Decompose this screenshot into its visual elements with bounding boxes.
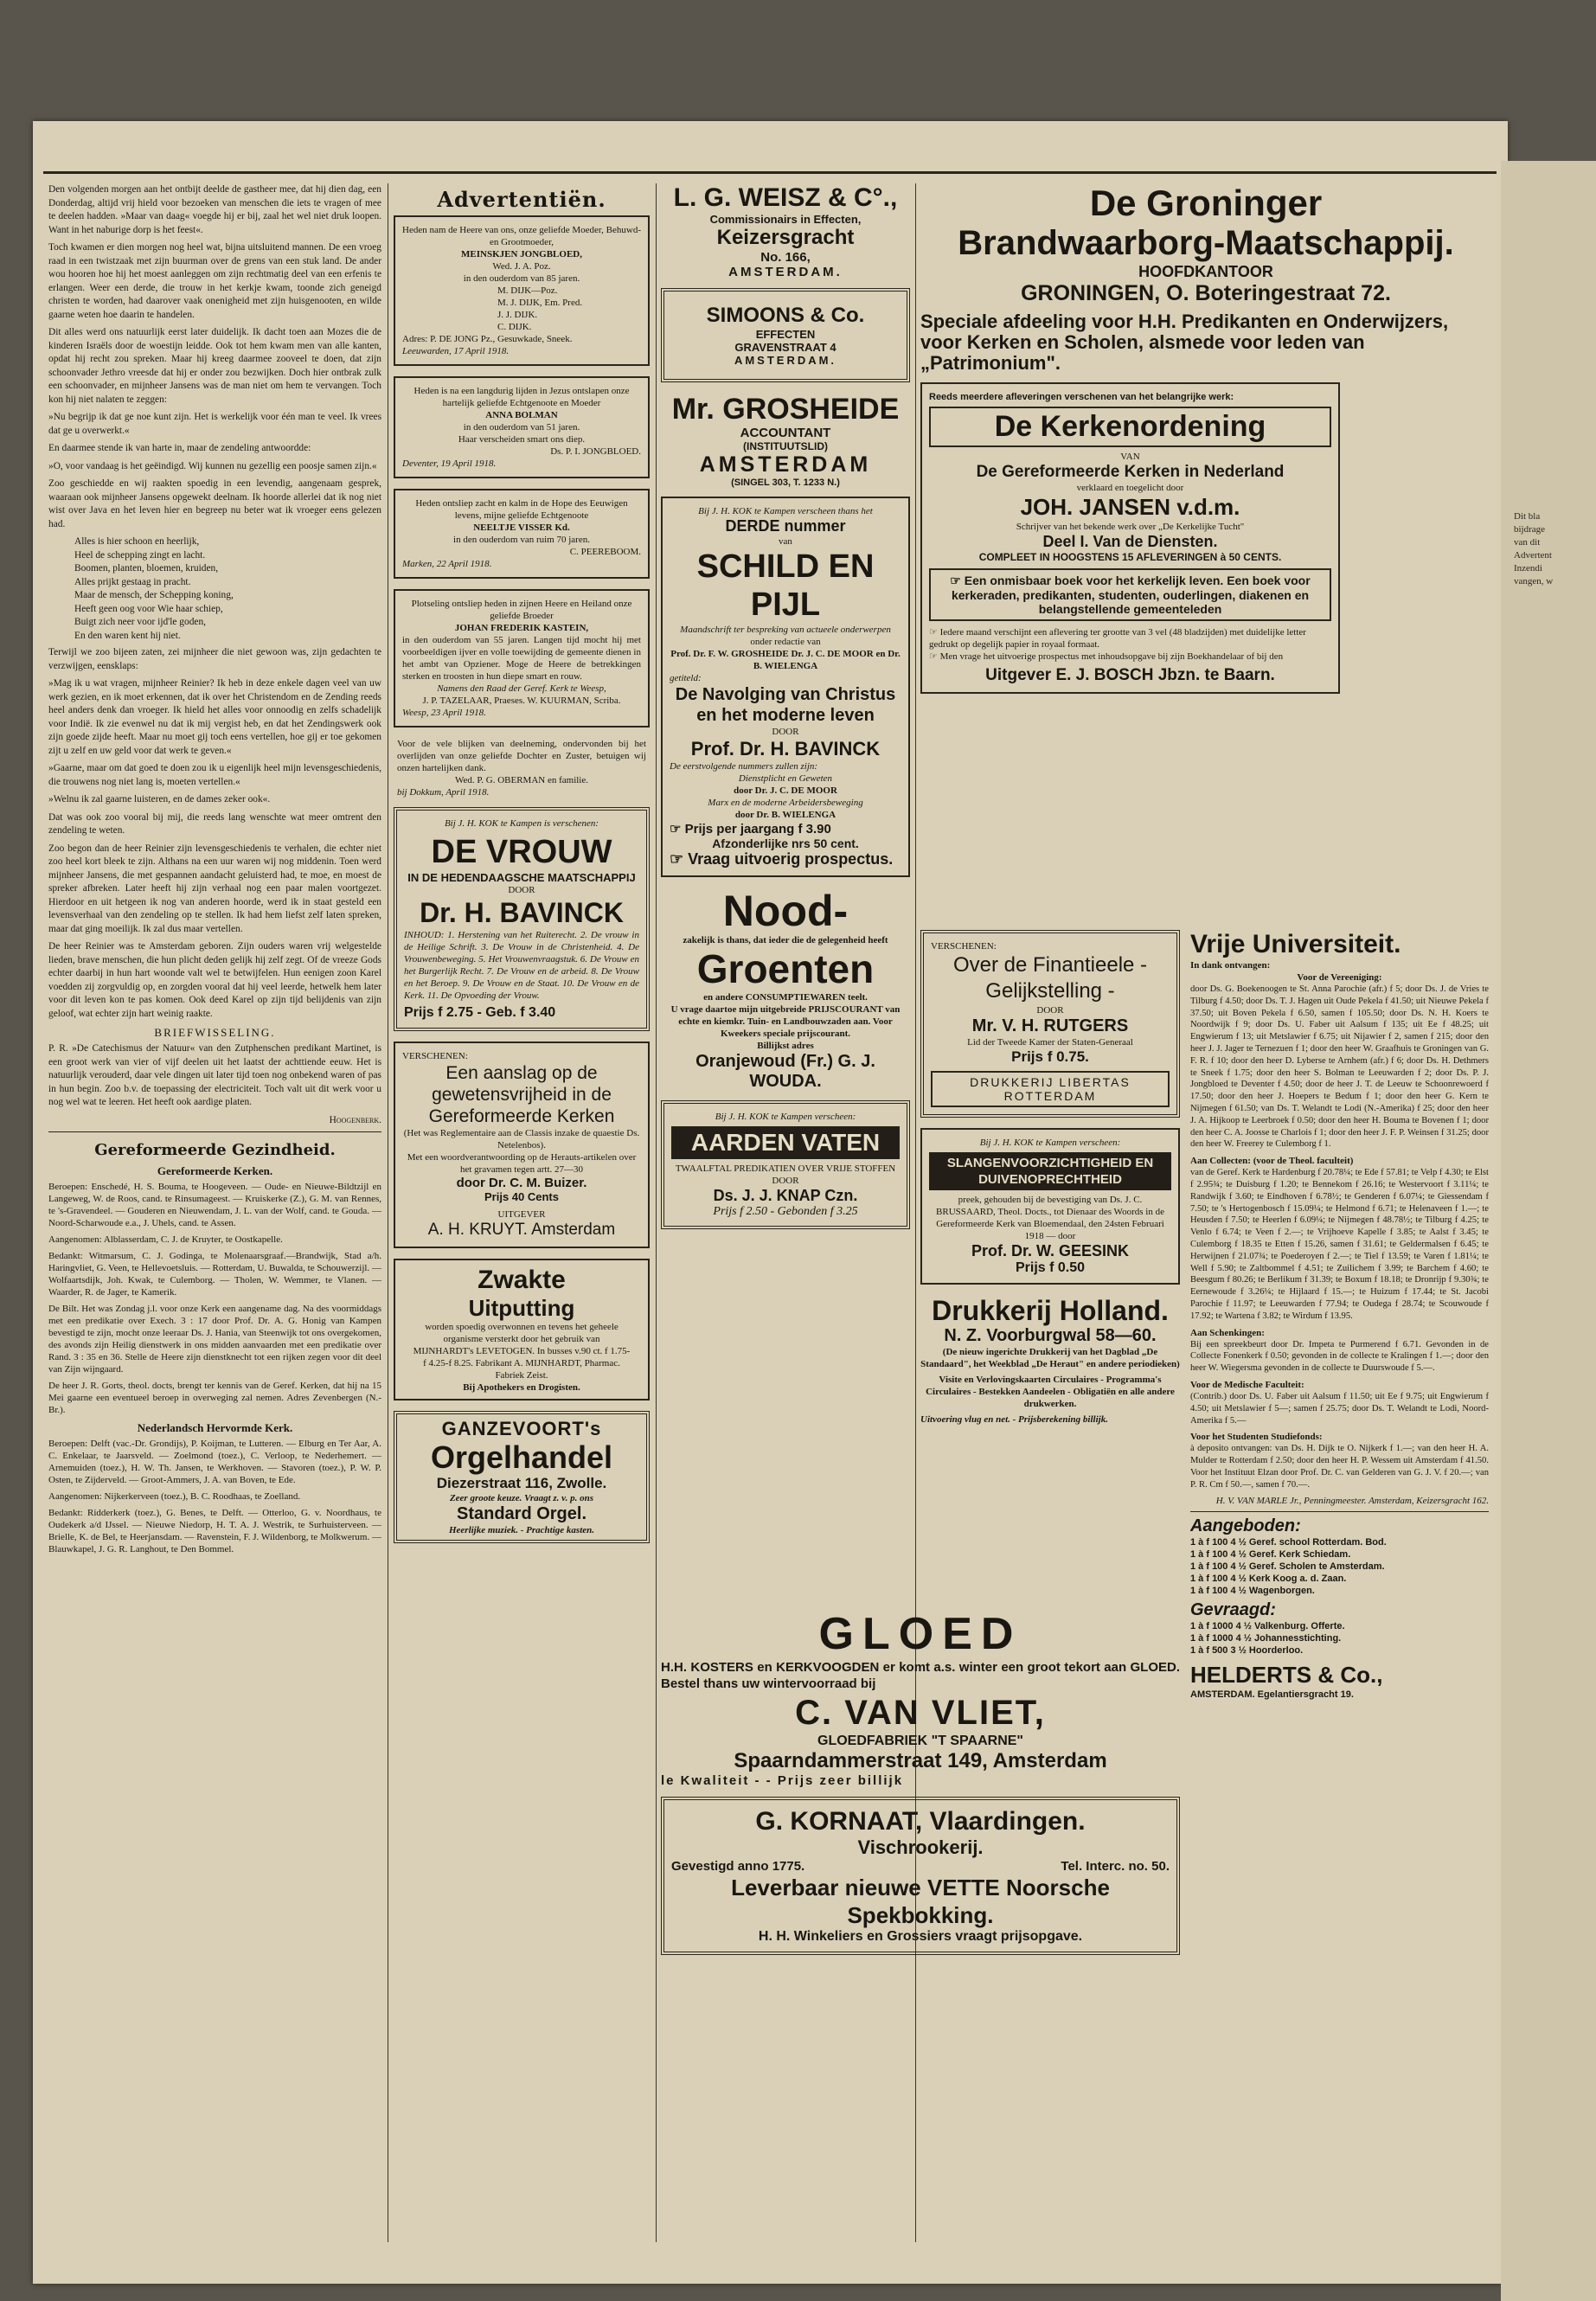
notice-signature: M. J. DIJK, Em. Pred. (497, 298, 583, 308)
vu-study-fund: à deposito ontvangen: van Ds. H. Dijk te O. Nijkerk f 1.—; van den heer H. A. Mulder te Rotterdam f 2.50; door den heer H. P. Wessem uit Amsterdam f 41.50. Voor het Instituut Elzan door Prof. Dr. C. van Gelderen van G. J. V. f 20.—; van P. R. Cm f 50.—, samen f 70.—. (1190, 1444, 1489, 1490)
ads-column-4a (920, 930, 1180, 1596)
zwakte-ad (394, 1259, 650, 1400)
notice-text: Heden is na een langdurig lijden in Jezus ontslapen onze hartelijk geliefde Echtgenoote en Moeder (413, 386, 630, 408)
vu-title: Vrije Universiteit. (1190, 930, 1401, 958)
notice-date: Marken, 22 April 1918. (402, 559, 492, 569)
bond-wanted: 1 à f 1000 4 ½ Johannesstichting. (1190, 1633, 1342, 1644)
subsection-heading: Gereformeerde Kerken. (157, 1164, 273, 1177)
ad-text: GLOEDFABRIEK "T SPAARNE" (817, 1734, 1023, 1748)
fragment-line: vangen, w (1514, 576, 1554, 586)
ad-address: Diezerstraat 116, Zwolle. (436, 1475, 607, 1491)
book-title: Over de Finantieele - Gelijkstelling - (952, 953, 1148, 1003)
book-author: Prof. Dr. W. GEESINK (971, 1242, 1130, 1259)
ad-text: Schrijver van het bekende werk over „De Kerkelijke Tucht" (1016, 522, 1245, 532)
ad-text: De eerstvolgende nummers zullen zijn: (670, 761, 818, 772)
ad-headline: Zwakte (478, 1266, 566, 1294)
book-by: DOOR (1036, 1005, 1064, 1016)
bond-wanted: 1 à f 1000 4 ½ Valkenburg. Offerte. (1190, 1621, 1345, 1632)
article-paragraph: »Welnu ik zal gaarne luisteren, en de dames zeker ook«. (48, 794, 271, 804)
book-author: Dr. H. BAVINCK (420, 897, 624, 928)
poem (48, 535, 381, 643)
poem-line: Maar de mensch, der Schepping koning, (74, 590, 234, 600)
ad-text: Standard Orgel. (456, 1504, 587, 1523)
bottom-ads (661, 1609, 1180, 2128)
subsection-heading: Nederlandsch Hervormde Kerk. (137, 1421, 293, 1434)
ad-headline: Leverbaar nieuwe VETTE Noorsche Spekbokking. (731, 1875, 1110, 1928)
book-by: DOOR (508, 885, 535, 895)
ad-text: EFFECTEN (755, 328, 816, 341)
ad-text: Bij Apothekers en Drogisten. (463, 1382, 580, 1393)
bond-offer: 1 à f 100 4 ½ Geref. school Rotterdam. Bod. (1190, 1537, 1387, 1548)
article-paragraph: »Mag ik u wat vragen, mijnheer Reinier? Ik heb in deze enkele dagen veel van uw werk gezien, en ik moet erkennen, dat ik over het Christendom en de Zending reeds heel anders denk dan vroeger. Ik hield het alles voor onnoodig en zelfs schadelijk voor Indië. Ik zie evenwel nu dat ik mij vergist heb, en dat het Zendingswerk ook zijn goede zijde heeft. Maar nu moet gij toch eens vertellen, hoe gij er toe gekomen zijt u zelf en uw geld voor dat werk te geven.« (48, 678, 381, 756)
book-title: AARDEN VATEN (671, 1126, 900, 1159)
notice-text: in den ouderdom van 55 jaren. Langen tijd mocht hij met voorbeeldigen ijver en volle toewijding de gemeente dienen in het ambt van Opziener. Moge de Heere de betrekkingen sterken en troosten in hun diepe smart en rouw. (402, 635, 641, 682)
prospectus-line: ☞ Vraag uitvoerig prospectus. (670, 850, 894, 868)
church-news: Aangenomen: Nijkerkerveen (toez.), B. C. Roodhaas, te Zoelland. (48, 1491, 301, 1502)
ad-headline: Orgelhandel (430, 1439, 613, 1475)
book-price: Prijs f 2.75 - Geb. f 3.40 (404, 1005, 556, 1020)
church-news: Beroepen: Enschedé, H. S. Bouma, te Hoogeveen. — Oude- en Nieuwe-Bildtzijl en Langeweg, W. de Roos, cand. te Rinsumageest. — Kruiskerke (Z.), G. M. van Rennes, te 's-Gravendeel. — Gouderen en Nieuwendam, J. L. van der Wolf, cand. te Gouda. — Noord-Scharwoude e.a., J. Uhels, cand. te Assen. (48, 1182, 381, 1228)
death-notice (394, 376, 650, 478)
vu-gifts: Bij een spreekbeurt door Dr. Impeta te Purmerend f 6.71. Gevonden in de Collecte Fonenkerk f 0.50; gevonden in de collecte te Kralingen f 1.—; door den heer W. Wiegersma gevonden in de collecte te Duurswoude f 5.—. (1190, 1339, 1489, 1374)
column-divider (656, 183, 657, 2242)
book-title: De Kerkenordening (929, 407, 1331, 447)
vu-heading: In dank ontvangen: (1190, 960, 1271, 971)
schild-en-pijl-ad (661, 497, 910, 877)
publisher-line: Bij J. H. KOK te Kampen is verschenen: (444, 818, 599, 829)
article-title: De Navolging van Christus en het moderne leven (675, 685, 896, 725)
notice-address: Adres: P. DE JONG Pz., Gesuwkade, Sneek. (402, 334, 573, 344)
book-contents: INHOUD: 1. Herstening van het Ruiterecht. 2. De vrouw in de Heilige Schrift. 3. De Vrouw in de Christenheid. 4. De Vrouwenbeweging. 5. Het Vrouwenvraagstuk. 6. De Vrouw en het Burgerlijk Recht. 7. De Vrouw en de arbeid. 8. De Vrouw en het Beroep. 9. De Vrouw en de Staat. 10. De Vrouw en de Kerk. 11. De Opvoeding der Vrouw. (404, 930, 639, 1001)
top-rule (43, 171, 1497, 174)
book-ad-aanslag (394, 1042, 650, 1248)
ad-address: Keizersgracht (716, 226, 855, 249)
ad-address: Spaarndammerstraat 149, Amsterdam (734, 1749, 1107, 1772)
ad-text: verklaard en toegelicht door (1076, 483, 1184, 493)
ad-text: Commissionairs in Effecten, (709, 213, 862, 226)
book-author: Ds. J. J. KNAP Czn. (713, 1187, 858, 1204)
ad-headline: Drukkerij Holland. (932, 1295, 1169, 1326)
publisher-line: Bij J. H. KOK te Kampen verscheen: (979, 1138, 1121, 1148)
notice-name: MEINSKJEN JONGBLOED, (461, 249, 582, 260)
next-page-edge (1501, 161, 1596, 2301)
divider (1190, 1511, 1489, 1512)
book-subtitle: De Gereformeerde Kerken in Nederland (976, 463, 1285, 481)
section-heading: BRIEFWISSELING. (154, 1026, 276, 1039)
advertisements-title: Advertentiën. (437, 187, 606, 212)
ads-column-3 (661, 183, 910, 1498)
publisher-line: Bij J. H. KOK te Kampen verscheen: (715, 1112, 856, 1122)
ad-text: door Dr. B. WIELENGA (734, 810, 836, 820)
notice-text: Haar verscheiden smart ons diep. (458, 434, 586, 445)
ad-text: H.H. KOSTERS en KERKVOOGDEN er komt a.s. winter een groot tekort aan GLOED. Bestel thans uw wintervoorraad bij (661, 1660, 1180, 1691)
publisher-line: Bij J. H. KOK te Kampen verscheen thans het (698, 506, 873, 516)
poem-line: Alles prijkt gestaag in pracht. (74, 576, 191, 587)
publisher-name: Uitgever E. J. BOSCH Jbzn. te Baarn. (985, 666, 1275, 684)
ad-text: Deel I. Van de Diensten. (1042, 533, 1218, 550)
ad-label: VERSCHENEN: (402, 1051, 468, 1061)
ad-text: ACCOUNTANT (740, 426, 831, 440)
ad-highlight-box: ☞ Een onmisbaar boek voor het kerkelijk leven. Een boek voor kerkeraden, predikanten, studenten, ouderlingen, diakenen en belangstellende gemeenteleden (929, 568, 1331, 621)
book-author: door Dr. C. M. Buizer. (456, 1176, 587, 1190)
ad-text: H. H. Winkeliers en Grossiers vraagt prijsopgave. (758, 1929, 1083, 1944)
poem-line: Buigt zich neer voor ijd'le goden, (74, 617, 206, 627)
article-paragraph: Zoo geschiedde en wij raakten spoedig in een levendig, aangenaam gesprek, waaraan ook mijnheer Jansens opgewekt deelnam. Ik hoorde allerlei dat ik nog niet wist over Java en het leven hier en begreep nu beter wat ik vroeger eens gelezen had. (48, 478, 381, 529)
death-notice (394, 589, 650, 727)
notice-signature: M. DIJK—Poz. (497, 285, 558, 296)
church-news: De Bilt. Het was Zondag j.l. voor onze Kerk een aangename dag. Na des voormiddags met een predikatie over Exech. 3 : 17 door Prof. Dr. A. G. Honig van Kampen bevestigd te zijn, mocht onze leeraar Ds. J. Hania, van Steenwijk tot ons overgekomen, des avonds zijn Heilig dienstwerk in ons midden aanvaarden met een predikatie over Rand. 3 : 35 en 36. Stelle de Heere zijn dienstknecht tot een rijken zegen voor dit deel van Zijn wijngaard. (48, 1304, 381, 1375)
ad-text: Zeer groote keuze. Vraagt z. v. p. ons (449, 1493, 594, 1503)
ad-text: Uitvoering vlug en net. - Prijsberekening billijk. (920, 1414, 1108, 1425)
article-paragraph: »Nu begrijp ik dat ge noe kunt zijn. Het is werkelijk voor één man te veel. Ik vrees dat ge u overwerkt.« (48, 412, 381, 436)
ad-text: ☞ Iedere maand verschijnt een aflevering ter grootte van 3 vel (48 bladzijden) met duidelijke letter gedrukt op degelijk papier in royaal formaat. (929, 627, 1306, 650)
book-ad-de-vrouw (394, 807, 650, 1031)
ad-headline: G. KORNAAT, Vlaardingen. (755, 1807, 1086, 1836)
vu-donations: door Ds. G. Boekenoogen te St. Anna Parochie (afr.) f 5; door Ds. J. de Vries te Tilburg f 4.50; door Ds. T. J. Hagen uit Oude Pekela f 41.50; uit Nieuwe Pekela f 37.50; uit Boven Pekela f 6.50, samen f 105.50; door Ds. N. H. Koers te Noordwijk f 9; door Ds. U. Faber uit Aalsum f 135; uit Ee f 48.25; uit Engwierum f 13; uit Metslawier f 6.75; uit Nijawier f 2, samen f 215; door den heer J. J. Jager te Ternezuen f 1; door den heer W. Graafhuis te Groningen van G. F. R. f 10; door den heer D. Lyberse te Arnhem (afr.) f 6; door Ds. H. Dethmers te Sneek f 1.75; door den heer S. Bolman te Leeuwarden f 2; door Ds. P. J. Jongbloed te Deventer f 4.50; door de heer J. T. de Leeuw te Schoonrewoerd f 17.50; door den heer J. Hoepers te Bedum f 1; door den heer G. Kern te Nijmegen f 61.50; van Ds. T. Welandt te Lodi (N.-Amerika) f 25; door den heer J. A. Hijkoop te Leerbroek f 0.50; door den heer H. Bouma te Bovenen f 1; door den heer C. A. Joosse te Charlois f 1; door den heer J. F. P. Weinsen f 31.25; door den heer W. Freerey te Culemborg f 1. (1190, 984, 1489, 1150)
notice-signature: Namens den Raad der Geref. Kerk te Weesp, (437, 683, 606, 694)
ad-address: (SINGEL 303, T. 1233 N.) (731, 478, 840, 488)
grosheide-ad (661, 393, 910, 488)
ad-text: Speciale afdeeling voor H.H. Predikanten en Onderwijzers, voor Kerken en Scholen, alsmede voor leden van „Patrimonium". (920, 311, 1449, 374)
book-price: Prijs f 0.75. (1011, 1048, 1089, 1065)
ad-text: COMPLEET IN HOOGSTENS 15 AFLEVERINGEN à 50 CENTS. (978, 551, 1282, 563)
notice-date: Deventer, 19 April 1918. (402, 458, 497, 469)
publisher-name: A. H. KRUYT. Amsterdam (427, 1221, 616, 1239)
ad-address: GRONINGEN, O. Boteringestraat 72. (1021, 281, 1391, 305)
simoons-ad (661, 288, 910, 382)
vu-signature: H. V. VAN MARLE Jr., Penningmeester. Amsterdam, Keizersgracht 162. (1215, 1496, 1489, 1507)
ad-address: GRAVENSTRAAT 4 (734, 341, 836, 354)
fragment-line: Inzendi (1514, 563, 1542, 574)
ad-address: N. Z. Voorburgwal 58—60. (944, 1326, 1157, 1345)
ad-text: (De nieuw ingerichte Drukkerij van het Dagblad „De Standaard", het Weekblad „De Heraut" en andere periodieken) (920, 1347, 1180, 1369)
ad-text: door Dr. J. C. DE MOOR (734, 785, 837, 796)
ad-headline: SIMOONS & Co. (706, 304, 865, 327)
slangen-ad (920, 1128, 1180, 1285)
bond-offer: 1 à f 100 4 ½ Geref. Scholen te Amsterdam. (1190, 1561, 1385, 1573)
church-news: Bedankt: Witmarsum, C. J. Godinga, te Molenaarsgraaf.—Brandwijk, Stad a/h. Haringvliet, G. Veen, te Hellevoetsluis. — Rotterdam, U. Buwalda, te Schouwerzijl. — Wolfaartsdijk, Joh. Kwak, te Culemborg. — Tholen, W. Wemmer, te Vlanen. — Waarder, R. de Jager, te Kamerik. (48, 1251, 381, 1298)
notice-text: Plotseling ontsliep heden in zijnen Heere en Heiland onze geliefde Broeder (411, 599, 632, 621)
ad-address: No. 166, (760, 250, 811, 265)
article-paragraph: »O, voor vandaag is het geëindigd. Wij kunnen nu gezellig een poosje samen zijn.« (48, 460, 377, 471)
ad-text: Marx en de moderne Arbeidersbeweging (708, 798, 863, 808)
church-news: Aangenomen: Alblasserdam, C. J. de Kruyter, te Oostkapelle. (48, 1234, 283, 1245)
notice-date: bij Dokkum, April 1918. (397, 787, 490, 798)
ad-headline: Mr. GROSHEIDE (671, 393, 900, 426)
book-note: Met een woordverantwoording op de Herauts-artikelen over het gravamen tegen artt. 27—30 (407, 1152, 637, 1175)
article-paragraph: Toch kwamen er dien morgen nog heel wat, bijna uitsluitend mannen. De een vroeg raad in een twistzaak met zijn buurman over de grens van een stuk land. De ander wou hooren hoe hij het moest aanleggen om zijn rechtmatig deel van een erfenis te erlangen. Weer een derde, die trouw in het kerkje kwam, toonde zich geneigd christen te worden, had daarover vaak onenigheid met zijn huisgenooten, en wilde gaarne weten hoe daarin te handelen. (48, 242, 381, 320)
next-page-fragment (1514, 510, 1592, 588)
publisher-name: DRUKKERIJ LIBERTAS ROTTERDAM (931, 1071, 1170, 1107)
article-paragraph: Dit alles werd ons natuurlijk eerst later duidelijk. Ik dacht toen aan Mozes die de kinderen Israëls door de woestijn leidde. Ook tot hem kwam men van alle kanten, opdat hij recht zou spreken. Maar hij kreeg daarmee zooveel te doen, dat zijn schoonvader Jethro vreesde dat hij er onder zou bezwijken. Doch hier ontbrak zulk een schoonvader, en mijnheer Jansens was de man niet om hem te vervangen. Toch kon hij niet nalaten te zeggen: (48, 327, 381, 405)
aarden-vaten-ad (661, 1100, 910, 1229)
wanted-heading: Gevraagd: (1190, 1600, 1276, 1620)
vu-heading: Voor de Medische Faculteit: (1190, 1379, 1304, 1390)
vu-collections: van de Geref. Kerk te Hardenburg f 20.78¼; te Ede f 57.81; te Velp f 4.30; te Elst f 2.95¾; te Duisburg f 1.20; te Bennekom f 26.16; te Westervoort f 3.11¼; te Randwijk f 3.60; te Eindhoven f 6.78½; te Genderen f 6.07¼; te Giessendam f 7.50; te 's Hertogenbosch f 15.09¼; te Helmond f 6.71; te Helenaveen f 1.—; te Heusden f 7.50; te Heerlen f 6.09¼; te Nijmegen f 48.78½; te Tilburg f 4.25; te Venlo f 6.74; te Veen f 2.—; te Vrijhoeve Kapelle f 3.85; te Aalst f 3.45; te Culemborg f 18.35 te Etten f 15.26, samen f 31.61; te Geldermalsen f 6.45; te Herwijnen f 21.07¾; te Poederoyen f 2.—; te Tiel f 13.59; te Varen f 1.81¼; te Well f 5.90; te Zaltbommel f 4.51; te Zuilichem f 3.99; te Barchem f 4.60; te Beesgum f 80.26; te Berlikum f 31.39; te Boxum f 18.18; te Dronrijp f 9.30¾; te Eernewoude f 3.26¼; te Hijlaard f 15.—; te Huizum f 17.44; te St. Jacobi Parochie f 11.97; te Leeuwarden f 77.94; te Oudega f 28.74; te Scouwoude f 17.92; te Wartena f 3.82; te Wirdum f 13.95. (1190, 1168, 1489, 1321)
ad-text: preek, gehouden bij de bevestiging van Ds. J. C. BRUSSAARD, Theol. Docts., tot Dienaar des Woords in de Gereformeerde Kerk van Bloemendaal, den 24sten Februari 1918 — door (936, 1195, 1164, 1241)
notice-text: in den ouderdom van ruim 70 jaren. (453, 535, 590, 545)
notice-name: ANNA BOLMAN (485, 410, 558, 420)
book-author: JOH. JANSEN v.d.m. (1020, 494, 1240, 520)
ad-headline: De Groninger (1089, 183, 1323, 223)
vu-heading: Aan Collecten: (voor de Theol. faculteit) (1190, 1156, 1354, 1167)
fragment-line: van dit (1514, 537, 1541, 548)
ad-text: Dienstplicht en Geweten (738, 773, 833, 784)
pointing-hand-icon: ☞ (670, 822, 685, 836)
church-news: De heer J. R. Gorts, theol. docts, brengt ter kennis van de Geref. Kerken, dat hij na 15 Mei gaarne een eventueel beroep in overweging zal nemen. Adres Zevenbergen (N.-Br.). (48, 1381, 381, 1415)
ad-address: AMSTERDAM (699, 452, 872, 477)
ad-text: VAN (1120, 452, 1140, 462)
book-price: Prijs 40 Cents (484, 1190, 559, 1203)
bond-offer: 1 à f 100 4 ½ Wagenborgen. (1190, 1586, 1315, 1597)
poem-line: Heeft geen oog voor Wie haar schiep, (74, 603, 223, 614)
ad-headline: Brandwaarborg-Maatschappij. (958, 224, 1454, 262)
ad-text: Gevestigd anno 1775. (671, 1859, 805, 1874)
poem-line: Heel de schepping zingt en lacht. (74, 549, 206, 561)
article-paragraph: Zoo begon dan de heer Reinier zijn levensgeschiedenis te verhalen, die echter niet zoo heel kort bleek te zijn. Althans na een uur waren wij nog middenin. Toen werd mijnheer Jansens, die met gespannen aandacht geluisterd had, te moe, en moest de spreker afbreken. Later heeft hij zijn verhaal nog een paar malen voortgezet. Hierdoor en uit hetgeen ik nog van anderen hoorde, werd ik in staat gesteld een levensverhaal van den zendeling op te stellen. Ik had hem liefst zelf laten spreken, maar dat ging moeilijk. Ik zal dus maar vertellen. (48, 843, 381, 934)
vu-heading: Voor de Vereeniging: (1297, 972, 1382, 983)
signature: Hoogenberk. (329, 1114, 381, 1125)
ad-label: UITGEVER (497, 1209, 546, 1220)
notice-date: Weesp, 23 April 1918. (402, 708, 486, 718)
notice-text: in den ouderdom van 85 jaren. (463, 273, 580, 284)
book-price: Prijs f 2.50 - Gebonden f 3.25 (713, 1205, 858, 1218)
pointing-hand-icon: ☞ (929, 651, 940, 662)
book-title: DE VROUW (431, 834, 612, 870)
notice-signature: J. J. DIJK. (497, 310, 538, 320)
ad-address: AMSTERDAM. (734, 354, 837, 367)
poem-line: Alles is hier schoon en heerlijk, (74, 536, 200, 547)
death-notice (394, 215, 650, 366)
ad-headline: Nood- (722, 887, 849, 935)
book-subtitle: (Het was Reglementaire aan de Classis inzake de quaestie Ds. Netelenbos). (403, 1128, 640, 1150)
ad-headline: GLOED (818, 1609, 1022, 1659)
firm-name: HELDERTS & Co., (1190, 1662, 1383, 1689)
ad-text: zakelijk is thans, dat ieder die de gelegenheid heeft (683, 935, 888, 945)
article-paragraph: »Gaarne, maar om dat goed te doen zou ik u eigenlijk heel mijn levensgeschiedenis, die trouwens nog niet lang is, moeten vertellen.« (48, 763, 381, 787)
kornaat-details (671, 1859, 1170, 1874)
ad-text: U vrage daartoe mijn uitgebreide PRIJSCOURANT van echte en kiemkr. Tuin- en Landbouwzaden aan. Voor Kweekers speciale prijscourant. (670, 1004, 901, 1039)
notice-text: Voor de vele blijken van deelneming, ondervonden bij het overlijden van onze geliefde Dochter en Zuster, betuigen wij onzen hartelijken dank. (397, 739, 646, 773)
gloed-ad (661, 1609, 1180, 1788)
book-author: Prof. Dr. H. BAVINCK (690, 738, 881, 760)
ad-text: Reeds meerdere afleveringen verschenen van het belangrijke werk: (929, 392, 1234, 402)
ad-headline: L. G. WEISZ & C°., (673, 183, 898, 212)
book-subtitle: IN DE HEDENDAAGSCHE MAATSCHAPPIJ (407, 871, 636, 884)
book-author: Mr. V. H. RUTGERS (971, 1016, 1129, 1035)
church-news: Bedankt: Ridderkerk (toez.), G. Benes, te Delft. — Otterloo, G. v. Noordhaus, te Oudekerk a/d IJssel. — Nieuwe Niedorp, H. T. A. J. Westrik, te Surhuisterveen. — Brielle, K. de Bel, te Heerjansdam. — Ravenstein, F. J. Wildenborg, te Molkwerum. — Blauwkapel, J. G. R. Langhout, te Den Bommel. (48, 1508, 381, 1554)
book-title: Een aanslag op de gewetensvrijheid in de Gereformeerde Kerken (428, 1063, 615, 1126)
ad-text: Vischrookerij. (857, 1836, 984, 1858)
pointing-hand-icon: ☞ (670, 850, 689, 868)
offered-heading: Aangeboden: (1190, 1516, 1301, 1536)
section-title: Gereformeerde Gezindheid. (94, 1141, 336, 1159)
ad-text: worden spoedig overwonnen en tevens het geheele organisme versterkt door het gebruik van MIJNHARDT's LEVETOGEN. In busses v.90 ct. f 1.75-f 4.25-f 8.25. Fabrikant A. MIJNHARDT, Pharmac. Fabriek Zeist. (413, 1322, 631, 1381)
notice-date: Leeuwarden, 17 April 1918. (402, 346, 510, 356)
ad-text: van (779, 536, 792, 547)
fragment-line: Advertent (1514, 550, 1552, 561)
notice-name: NEELTJE VISSER Kd. (473, 522, 570, 533)
ad-headline: C. VAN VLIET, (795, 1694, 1046, 1732)
book-editors: Prof. Dr. F. W. GROSHEIDE Dr. J. C. DE MOOR en Dr. B. WIELENGA (670, 649, 901, 671)
kerkenordening-ad (920, 382, 1340, 694)
vu-heading: Voor het Studenten Studiefonds: (1190, 1432, 1323, 1443)
ad-text: Billijkst adres (757, 1041, 814, 1051)
drukkerij-ad (920, 1295, 1180, 1426)
ad-text: (INSTITUUTSLID) (743, 440, 828, 452)
notice-signature: Ds. P. I. JONGBLOED. (550, 446, 641, 457)
firm-address: AMSTERDAM. Egelantiersgracht 19. (1190, 1689, 1354, 1701)
groenten-ad (661, 888, 910, 1092)
ad-text: HOOFDKANTOOR (1138, 263, 1273, 280)
notice-text: Wed. J. A. Poz. (492, 261, 551, 272)
ad-headline: Groenten (696, 946, 875, 991)
ad-address: Oranjewoud (Fr.) G. J. WOUDA. (695, 1052, 875, 1091)
ad-address: AMSTERDAM. (728, 265, 843, 279)
advertisements-column (394, 183, 650, 2238)
ad-label: VERSCHENEN: (931, 941, 997, 952)
pointing-hand-icon: ☞ (929, 627, 940, 638)
organ-ad (394, 1411, 650, 1543)
book-title: SLANGENVOORZICHTIGHEID EN DUIVENOPRECHTHEID (929, 1152, 1171, 1190)
notice-text: Heden nam de Heere van ons, onze geliefde Moeder, Behuwd- en Grootmoeder, (402, 225, 641, 247)
ad-text: Visite en Verlovingskaarten Circulaires - Programma's Circulaires - Bestekken Aandeelen - Obligatiën en alle andere drukwerken. (926, 1375, 1175, 1409)
price-line: ☞ Prijs per jaargang f 3.90 (670, 822, 831, 836)
book-title: SCHILD EN PIJL (696, 548, 875, 623)
kornaat-ad (661, 1797, 1180, 1955)
ad-text: DERDE nummer (725, 517, 846, 535)
vu-medical: (Contrib.) door Ds. U. Faber uit Aalsum f 11.50; uit Ee f 9.75; uit Engwierum f 4.50; uit Metslawier f 5—; samen f 25.75; door Ds. T. Welandt te Lodi, Noord-Amerika f 5.— (1190, 1391, 1489, 1426)
finantieele-ad (920, 930, 1180, 1118)
notice-signature: C. DIJK. (497, 322, 532, 332)
bond-wanted: 1 à f 500 3 ½ Hoorderloo. (1190, 1645, 1304, 1657)
divider (48, 1131, 381, 1132)
pointing-hand-icon: ☞ (950, 574, 965, 587)
notice-text: Heden ontsliep zacht en kalm in de Hope des Eeuwigen levens, mijne geliefde Echtgenoote (415, 498, 628, 521)
notice-text: in den ouderdom van 51 jaren. (463, 422, 580, 433)
notice-signature: J. P. TAZELAAR, Praeses. W. KUURMAN, Scriba. (422, 695, 621, 706)
book-price: Prijs f 0.50 (1015, 1260, 1086, 1275)
book-subtitle: Maandschrift ter bespreking van actueele onderwerpen (680, 625, 891, 635)
book-subtitle: TWAALFTAL PREDIKATIEN OVER VRIJE STOFFEN DOOR (675, 1163, 896, 1186)
notice-signature: C. PEEREBOOM. (569, 547, 641, 557)
ad-text: onder redactie van (750, 637, 821, 647)
article-paragraph: En daarmee stende ik van harte in, maar de zendeling antwoordde: (48, 443, 311, 453)
notice-name: JOHAN FREDERIK KASTEIN, (454, 623, 589, 633)
notice-signature: Wed. P. G. OBERMAN en familie. (454, 775, 589, 785)
book-by: DOOR (772, 727, 799, 737)
thanks-notice (394, 738, 650, 798)
bond-offer: 1 à f 100 4 ½ Kerk Koog a. d. Zaan. (1190, 1574, 1347, 1585)
ad-headline: Uitputting (468, 1295, 575, 1321)
price-line: Afzonderlijke nrs 50 cent. (712, 836, 859, 850)
letter-paragraph: P. R. »De Catechismus der Natuur« van den Zutphenschen predikant Martinet, is een groot werk van vier of vijf deelen uit het laatst der achttiende eeuw. Het is natuurlijk verouderd, daar vele dingen uit later tijd toen nog onbekend waren of pas in hun begin. Zoo b.v. de toepassing der electriciteit. Toch valt uit dit werk voor u nog wel wat te leeren. Het heeft ook aardige platen. (48, 1043, 381, 1107)
fragment-line: bijdrage (1514, 524, 1546, 535)
poem-line: Boomen, planten, bloemen, kruiden, (74, 563, 219, 574)
poem-line: En den waren kent hij niet. (74, 630, 181, 641)
ad-text: en andere CONSUMPTIEWAREN teelt. (703, 992, 868, 1003)
article-paragraph: De heer Reinier was te Amsterdam geboren. Zijn ouders waren vrij welgestelde lieden, brave menschen, die hun plicht deden gelijk hij zelf zegt. Of de vreeze Gods echter daarbij in hun hart woonde valt wel te betwijfelen. Hun eenigen zoon Karel voedden zij zorgvuldig op, en zorgden vooral dat hij veel leerde, hetwelk hem later voor dit leven kon te pas komen. Ook deed Karel op zijn tijd belijdenis van zijn geloof, wat echter zijn hart weinig raakte. (48, 941, 381, 1019)
bond-offer: 1 à f 100 4 ½ Geref. Kerk Schiedam. (1190, 1549, 1351, 1561)
church-news: Beroepen: Delft (vac.-Dr. Grondijs), P. Koijman, te Lutteren. — Elburg en Ter Aar, A. C. Enkelaar, te Jaarsveld. — Zoelmond (toez.), C. Verloop, te Nederhemert. — Arnemuiden (toez.), H. W. Th. Jansen, te Werkhoven. — Stavoren (toez.), P. W. P. Osten, te Zijderveld. — Groot-Ammers, J. A. van Boven, te Ede. (48, 1439, 381, 1485)
ad-text: Lid der Tweede Kamer der Staten-Generaal (967, 1037, 1133, 1048)
article-paragraph: Terwijl we zoo bijeen zaten, zei mijnheer die niet gewoon was, zijn gedachten te verzwijgen, eensklaps: (48, 647, 381, 671)
death-notice (394, 489, 650, 579)
ad-text: getiteld: (670, 673, 702, 683)
ad-text: Heerlijke muziek. - Prachtige kasten. (448, 1525, 595, 1535)
article-column (48, 183, 381, 2238)
fragment-line: Dit bla (1514, 511, 1541, 522)
ad-text: le Kwaliteit - - Prijs zeer billijk (661, 1773, 904, 1788)
article-paragraph: Den volgenden morgen aan het ontbijt deelde de gastheer mee, dat hij dien dag, een Donderdag, altijd vrij hield voor bezoeken van menschen die iets te vragen of mee te deelen hadden. »Maar van daag« voegde hij er bij, zaal het wel niet druk loopen. Want in het naburige dorp is het feest«. (48, 184, 381, 235)
ad-text: ☞ Men vrage het uitvoerige prospectus met inhoudsopgave bij zijn Boekhandelaar of bij den (929, 651, 1284, 662)
vu-heading: Aan Schenkingen: (1190, 1327, 1265, 1338)
ads-column-4b (1190, 930, 1489, 2245)
ad-text: Tel. Interc. no. 50. (1061, 1859, 1170, 1874)
ad-headline: GANZEVOORT's (441, 1418, 602, 1439)
article-paragraph: Dat was ook zoo vooral bij mij, die reeds lang wenschte wat meer omtrent den zendeling te weten. (48, 811, 381, 836)
